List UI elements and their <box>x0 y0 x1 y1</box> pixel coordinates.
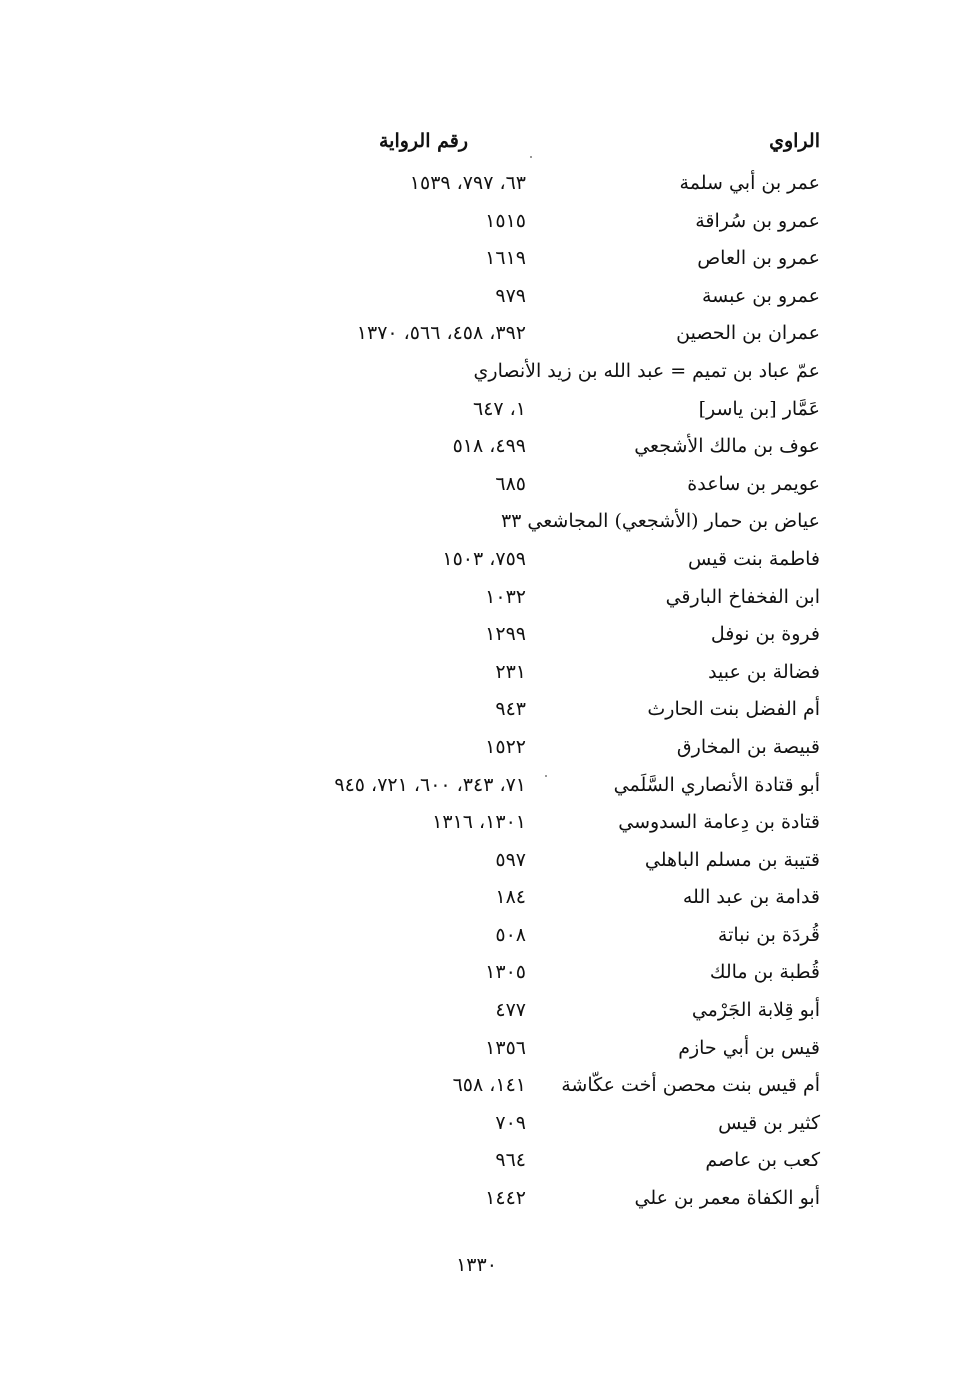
list-item <box>0 581 953 619</box>
narrator-name: عوف بن مالك الأشجعي <box>634 435 820 458</box>
list-item <box>0 167 953 205</box>
narration-numbers: ١٥١٥ <box>485 209 526 232</box>
list-item <box>0 731 953 769</box>
narrator-name: فروة بن نوفل <box>710 623 820 646</box>
list-item <box>0 769 953 807</box>
narration-numbers: ٤٧٧ <box>495 999 526 1022</box>
list-item <box>0 430 953 468</box>
narration-numbers: ٤٩٩، ٥١٨ <box>452 435 526 458</box>
narrator-name-with-number: عياض بن حمار (الأشجعي) المجاشعي ٣٣ <box>500 510 820 533</box>
narrator-name: أم قيس بنت محصن أخت عكّاشة <box>561 1074 820 1097</box>
narrator-name: أبو الكفاة معمر بن علي <box>634 1187 820 1210</box>
list-item <box>0 618 953 656</box>
narrator-name: عمر بن أبي سلمة <box>679 172 820 194</box>
list-item <box>0 956 953 994</box>
list-item <box>0 994 953 1032</box>
list-item <box>0 693 953 731</box>
list-item <box>0 1144 953 1182</box>
list-item <box>0 280 953 318</box>
list-item <box>0 806 953 844</box>
narration-numbers: ١٣٠١، ١٣١٦ <box>432 811 526 834</box>
narrator-name: أم الفضل بنت الحارث <box>647 698 820 721</box>
narration-numbers: ٥٠٨ <box>495 923 526 946</box>
list-item <box>0 242 953 280</box>
narration-numbers: ١، ٦٤٧ <box>472 397 526 420</box>
narrator-name: فضالة بن عبيد <box>708 660 820 683</box>
print-speck <box>530 156 532 158</box>
narrator-name: أبو قتادة الأنصاري السَّلَمي <box>613 773 820 796</box>
narration-numbers: ٧٥٩، ١٥٠٣ <box>442 547 526 570</box>
list-item <box>0 205 953 243</box>
narrator-name: قبيصة بن المخارق <box>676 735 820 758</box>
list-item <box>0 919 953 957</box>
narrator-name: عمرو بن سُراقة <box>695 209 820 232</box>
narration-numbers: ١٣٥٦ <box>485 1036 526 1059</box>
narration-numbers: ٣٩٢، ٤٥٨، ٥٦٦، ١٣٧٠ <box>356 322 526 345</box>
list-item <box>0 543 953 581</box>
narration-numbers: ١٠٣٢ <box>485 585 526 608</box>
narration-numbers: ٥٩٧ <box>495 848 526 871</box>
list-item <box>0 1032 953 1070</box>
list-item <box>0 656 953 694</box>
narrator-name: ابن الفخفاخ البارقي <box>665 585 820 608</box>
list-item <box>0 881 953 919</box>
narrator-column-header: الراوي <box>769 130 820 152</box>
narrator-name: فاطمة بنت قيس <box>688 547 820 570</box>
list-item <box>0 393 953 431</box>
narrator-name: قتيبة بن مسلم الباهلي <box>644 848 820 871</box>
list-item <box>0 844 953 882</box>
narrator-name: عمرو بن عبسة <box>701 284 820 307</box>
narrator-name: قتادة بن دِعامة السدوسي <box>618 811 820 834</box>
narration-numbers: ١٦١٩ <box>485 247 526 270</box>
narrator-cross-reference: عمّ عباد بن تميم = عبد الله بن زيد الأنصاري <box>473 359 820 382</box>
narration-numbers: ٦٨٥ <box>495 472 526 495</box>
narration-numbers: ١٥٢٢ <box>485 735 526 758</box>
narrator-name: أبو قِلابة الجَرْمي <box>691 999 820 1022</box>
narrator-name: عمرو بن العاص <box>697 247 820 270</box>
list-item <box>0 317 953 355</box>
list-item <box>0 1069 953 1107</box>
narrator-name: كثير بن قيس <box>718 1111 820 1134</box>
list-item <box>0 1182 953 1220</box>
narrator-name: عمران بن الحصين <box>676 322 820 345</box>
narration-numbers: ٩٤٣ <box>495 698 526 721</box>
narrator-name: قيس بن أبي حازم <box>678 1036 820 1059</box>
list-item <box>0 468 953 506</box>
narrator-name: عَمَّار [بن ياسر] <box>698 397 820 420</box>
narration-numbers: ٧٠٩ <box>495 1111 526 1134</box>
narrator-name: عويمر بن ساعدة <box>687 472 820 495</box>
narration-numbers: ٩٧٩ <box>495 284 526 307</box>
list-item <box>0 355 953 393</box>
narration-numbers: ١٣٠٥ <box>485 961 526 984</box>
narration-numbers: ١٢٩٩ <box>485 623 526 646</box>
narration-numbers: ٩٦٤ <box>495 1149 526 1172</box>
narration-numbers: ٢٣١ <box>495 660 526 683</box>
number-column-header: رقم الرواية <box>379 130 468 152</box>
narrator-index-list <box>0 167 953 1220</box>
narration-numbers: ٦٣، ٧٩٧، ١٥٣٩ <box>409 172 526 194</box>
narrator-name: قدامة بن عبد الله <box>682 886 820 909</box>
print-speck <box>545 775 547 777</box>
narrator-name: كعب بن عاصم <box>705 1149 820 1172</box>
page-number: ١٣٣٠ <box>456 1254 497 1276</box>
narration-numbers: ١٨٤ <box>495 886 526 909</box>
narration-numbers: ١٤١، ٦٥٨ <box>452 1074 526 1097</box>
narrator-name: قُردَة بن نباتة <box>717 923 820 946</box>
list-item <box>0 1107 953 1145</box>
column-headers <box>0 130 953 160</box>
narrator-name: قُطبة بن مالك <box>709 961 820 984</box>
narration-numbers: ٧١، ٣٤٣، ٦٠٠، ٧٢١، ٩٤٥ <box>334 773 526 796</box>
narration-numbers: ١٤٤٢ <box>485 1187 526 1210</box>
list-item <box>0 505 953 543</box>
